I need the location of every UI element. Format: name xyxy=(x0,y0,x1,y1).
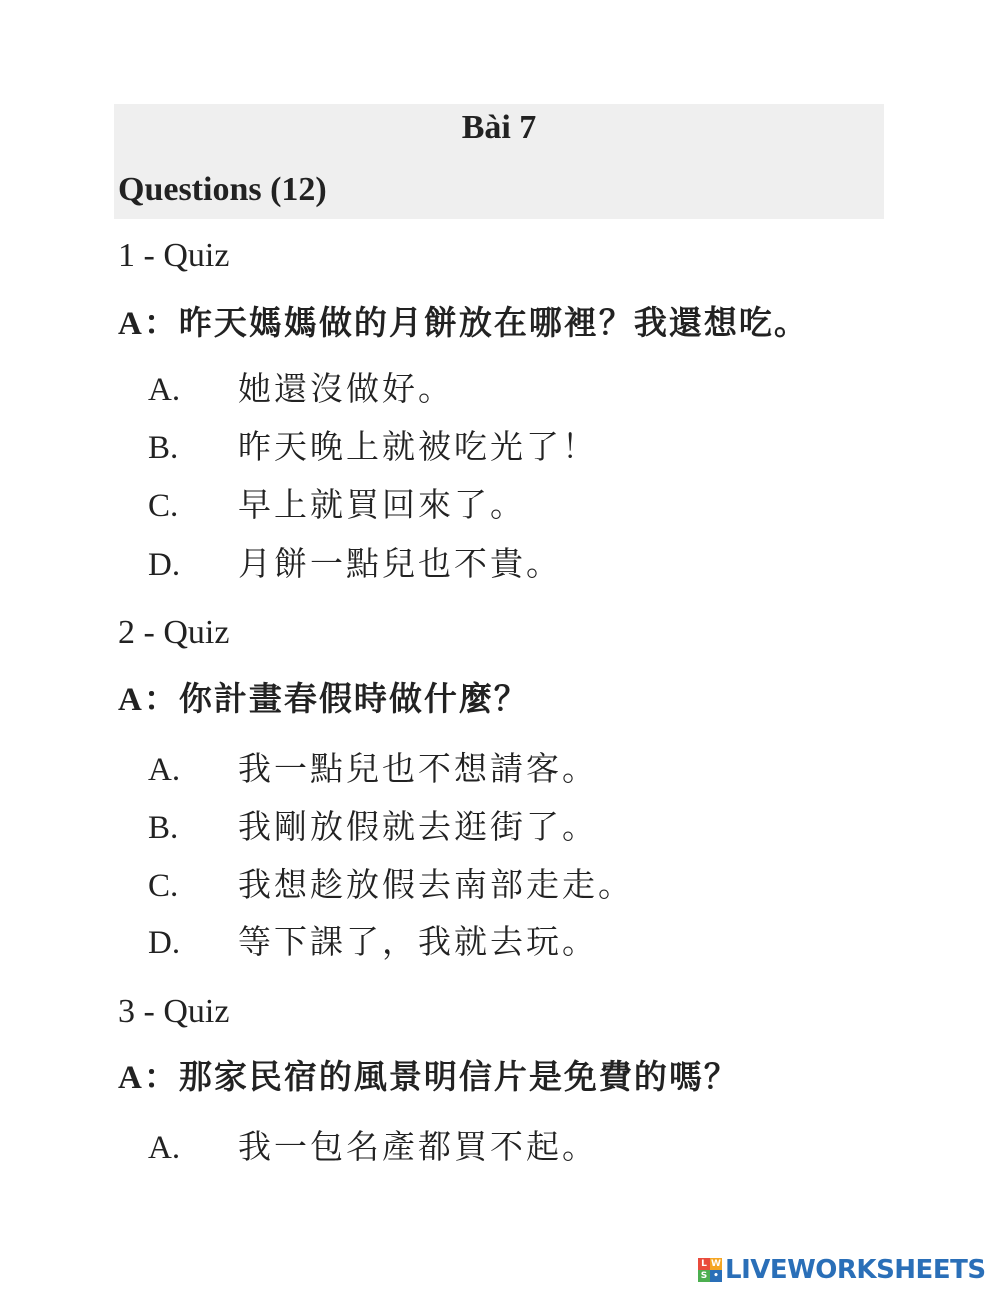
option-text: 我剛放假就去逛街了。 xyxy=(238,810,598,846)
option-text: 我想趁放假去南部走走。 xyxy=(238,868,634,904)
option-text: 昨天晚上就被吃光了！ xyxy=(238,430,598,466)
quiz-2-option-a[interactable] xyxy=(148,750,598,790)
quiz-1-option-b[interactable] xyxy=(148,428,598,468)
lesson-title: Bài 7 xyxy=(461,109,537,146)
option-text: 月餅一點兒也不貴。 xyxy=(238,547,562,583)
option-text: 早上就買回來了。 xyxy=(238,488,526,524)
question-prompt-3: A：那家民宿的風景明信片是免費的嗎？ xyxy=(118,1060,739,1096)
question-prompt-2: A：你計畫春假時做什麼？ xyxy=(118,682,529,718)
quiz-2-option-d[interactable] xyxy=(148,923,598,963)
quiz-2-option-b[interactable] xyxy=(148,808,598,848)
option-letter: A. xyxy=(148,372,181,408)
option-text: 她還沒做好。 xyxy=(238,372,454,408)
option-text: 等下課了，我就去玩。 xyxy=(238,925,598,961)
quiz-label-1: 1 - Quiz xyxy=(118,237,230,274)
option-letter: D. xyxy=(148,925,181,961)
quiz-1-option-c[interactable] xyxy=(148,486,526,526)
quiz-label-2: 2 - Quiz xyxy=(118,614,230,651)
option-letter: B. xyxy=(148,430,179,466)
questions-heading: Questions (12) xyxy=(118,171,327,208)
option-letter: D. xyxy=(148,547,181,583)
option-text: 我一包名產都買不起。 xyxy=(238,1130,598,1166)
option-letter: C. xyxy=(148,488,179,524)
quiz-2-option-c[interactable] xyxy=(148,866,634,906)
liveworksheets-logo-icon: L W S • xyxy=(698,1258,722,1282)
option-letter: B. xyxy=(148,810,179,846)
option-text: 我一點兒也不想請客。 xyxy=(238,752,598,788)
quiz-label-3: 3 - Quiz xyxy=(118,993,230,1030)
question-prompt-1: A：昨天媽媽做的月餅放在哪裡？我還想吃。 xyxy=(118,306,809,342)
quiz-1-option-d[interactable] xyxy=(148,545,562,585)
option-letter: A. xyxy=(148,752,181,788)
option-letter: A. xyxy=(148,1130,181,1166)
liveworksheets-brand[interactable] xyxy=(698,1256,986,1284)
quiz-3-option-a[interactable] xyxy=(148,1128,598,1168)
option-letter: C. xyxy=(148,868,179,904)
brand-text: LIVEWORKSHEETS xyxy=(725,1255,986,1285)
quiz-1-option-a[interactable] xyxy=(148,370,454,410)
